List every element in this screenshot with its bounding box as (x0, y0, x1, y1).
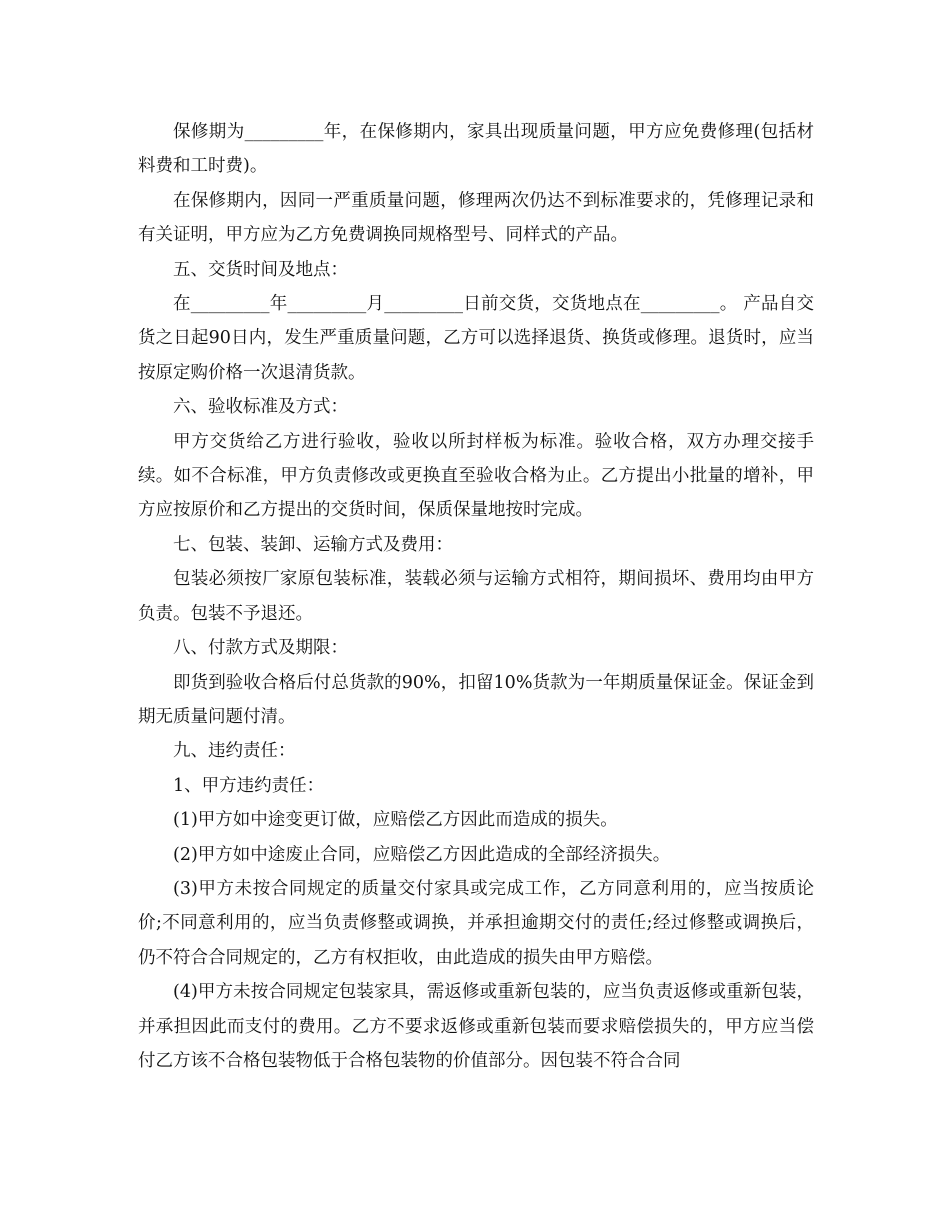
paragraph-delivery: 在_________年_________月_________日前交货，交货地点在_________。 产品自交货之日起90日内，发生严重质量问题，乙方可以选择退货、换货或修理。退货时，应当按原定购价格一次退清货款。 (138, 294, 814, 383)
section-heading-packaging: 七、包装、装卸、运输方式及费用： (173, 534, 453, 555)
paragraph-warranty-period: 保修期为_________年，在保修期内，家具出现质量问题，甲方应免费修理(包括材料费和工时费)。 (138, 122, 814, 177)
clause-3: (3)甲方未按合同规定的质量交付家具或完成工作，乙方同意利用的，应当按质论价;不同意利用的，应当负责修整或调换，并承担逾期交付的责任;经过修整或调换后，仍不符合合同规定的，乙方有权拒收，由此造成的损失由甲方赔偿。 (138, 878, 814, 968)
clause-1: (1)甲方如中途变更订做，应赔偿乙方因此而造成的损失。 (173, 810, 618, 831)
section-heading-liability: 九、违约责任： (173, 741, 296, 762)
document-body (138, 115, 814, 1078)
clause-2: (2)甲方如中途废止合同，应赔偿乙方因此造成的全部经济损失。 (173, 844, 671, 865)
paragraph-payment: 即货到验收合格后付总货款的90%，扣留10%货款为一年期质量保证金。保证金到期无质量问题付清。 (138, 672, 814, 727)
paragraph-acceptance: 甲方交货给乙方进行验收，验收以所封样板为标准。验收合格，双方办理交接手续。如不合标准，甲方负责修改或更换直至验收合格为止。乙方提出小批量的增补，甲方应按原价和乙方提出的交货时间，保质保量地按时完成。 (138, 431, 814, 521)
clause-4: (4)甲方未按合同规定包装家具，需返修或重新包装的，应当负责返修或重新包装，并承担因此而支付的费用。乙方不要求返修或重新包装而要求赔偿损失的，甲方应当偿付乙方该不合格包装物低于合格包装物的价值部分。因包装不符合合同 (138, 982, 814, 1071)
section-heading-delivery: 五、交货时间及地点： (173, 259, 348, 280)
section-heading-payment: 八、付款方式及期限： (173, 638, 348, 659)
paragraph-packaging: 包装必须按厂家原包装标准，装载必须与运输方式相符，期间损坏、费用均由甲方负责。包装不予退还。 (138, 569, 814, 624)
section-heading-acceptance: 六、验收标准及方式： (173, 397, 348, 418)
paragraph-warranty-exchange: 在保修期内，因同一严重质量问题，修理两次仍达不到标准要求的，凭修理记录和有关证明，甲方应为乙方免费调换同规格型号、同样式的产品。 (138, 190, 814, 246)
subheading-party-a-liability: 1、甲方违约责任： (173, 775, 325, 796)
